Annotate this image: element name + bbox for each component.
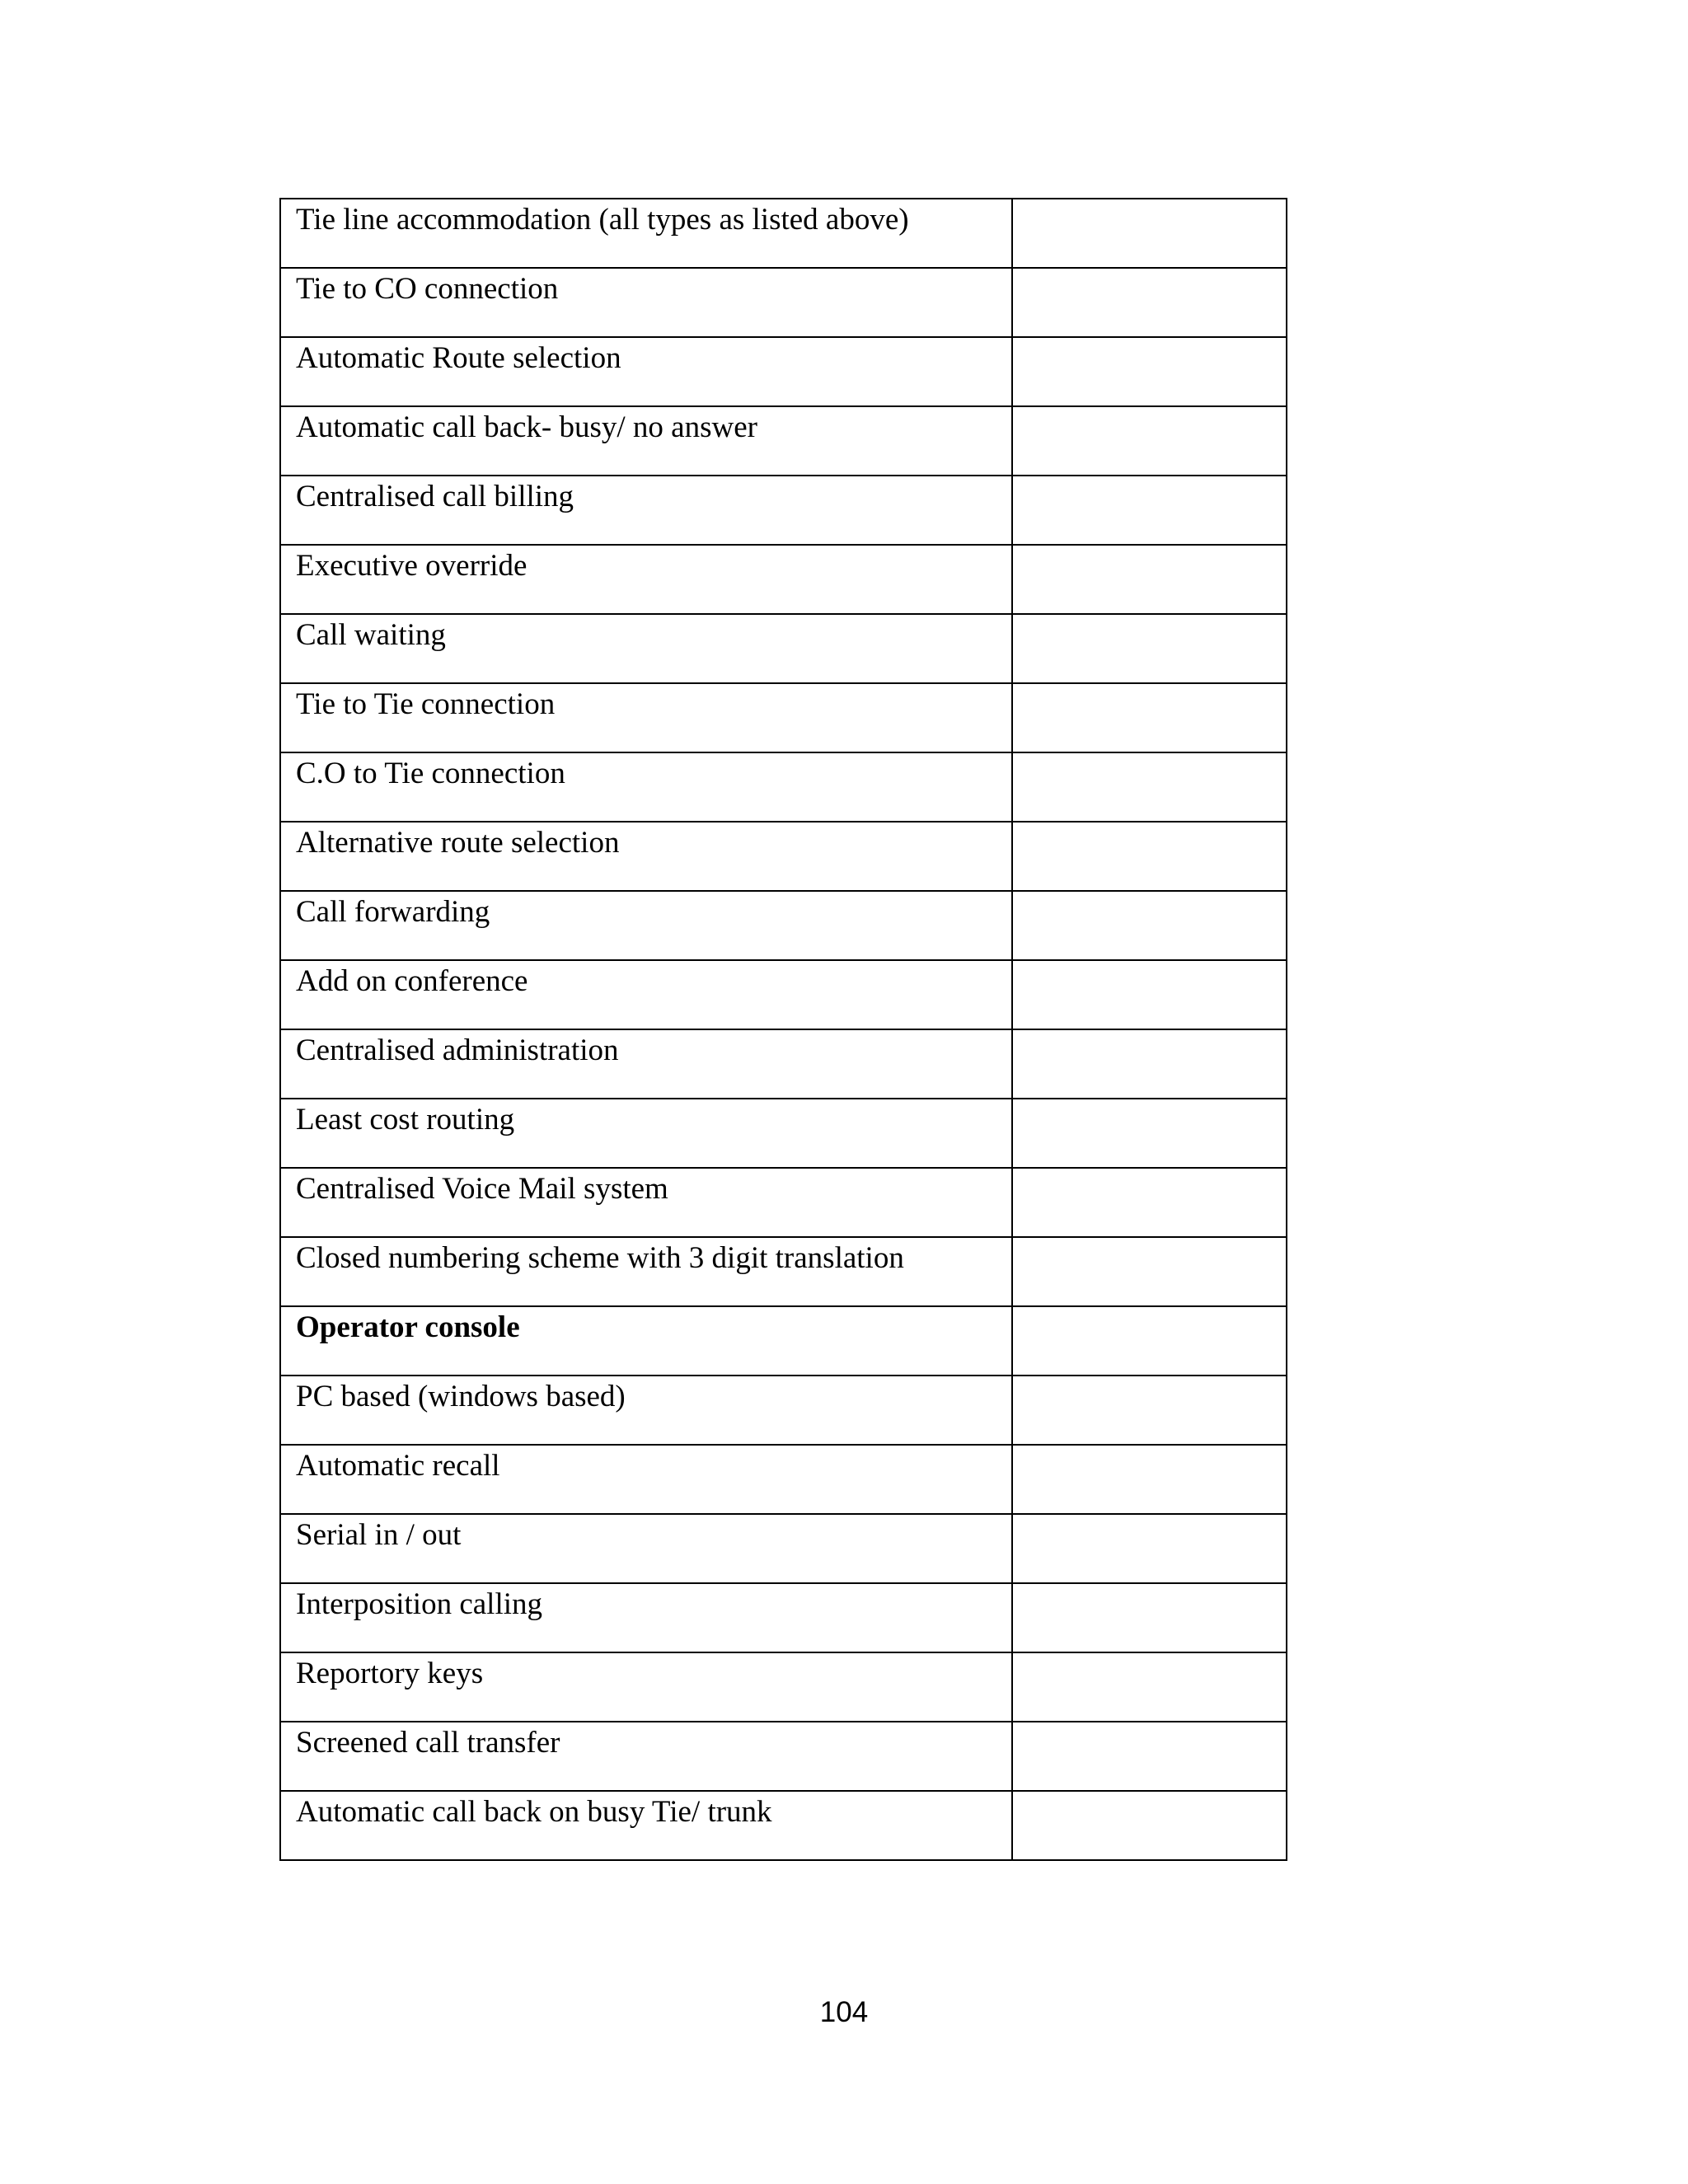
value-cell	[1012, 1099, 1287, 1168]
feature-cell: Tie to CO connection	[280, 268, 1012, 337]
value-cell	[1012, 1237, 1287, 1306]
value-cell	[1012, 822, 1287, 891]
value-cell	[1012, 960, 1287, 1029]
table-row	[280, 199, 1287, 268]
feature-cell: Centralised Voice Mail system	[280, 1168, 1012, 1237]
table-row	[280, 1652, 1287, 1722]
value-cell	[1012, 268, 1287, 337]
value-cell	[1012, 1168, 1287, 1237]
table-row	[280, 545, 1287, 614]
value-cell	[1012, 1306, 1287, 1376]
feature-cell: Centralised call billing	[280, 476, 1012, 545]
table-row	[280, 1237, 1287, 1306]
feature-cell: Centralised administration	[280, 1029, 1012, 1099]
value-cell	[1012, 614, 1287, 683]
feature-cell: Automatic Route selection	[280, 337, 1012, 406]
table-row	[280, 960, 1287, 1029]
table-row	[280, 1445, 1287, 1514]
table-row	[280, 1376, 1287, 1445]
feature-cell: Interposition calling	[280, 1583, 1012, 1652]
feature-cell: Reportory keys	[280, 1652, 1012, 1722]
feature-cell: Automatic recall	[280, 1445, 1012, 1514]
feature-cell: Automatic call back on busy Tie/ trunk	[280, 1791, 1012, 1860]
feature-cell: Call waiting	[280, 614, 1012, 683]
table-row	[280, 1029, 1287, 1099]
value-cell	[1012, 1583, 1287, 1652]
value-cell	[1012, 683, 1287, 752]
table-row	[280, 752, 1287, 822]
table-row	[280, 683, 1287, 752]
value-cell	[1012, 1722, 1287, 1791]
table-row	[280, 891, 1287, 960]
value-cell	[1012, 337, 1287, 406]
table-row	[280, 1306, 1287, 1376]
feature-cell: Alternative route selection	[280, 822, 1012, 891]
feature-cell: Automatic call back- busy/ no answer	[280, 406, 1012, 476]
table-row	[280, 337, 1287, 406]
value-cell	[1012, 1029, 1287, 1099]
table-row	[280, 406, 1287, 476]
table-row	[280, 1722, 1287, 1791]
feature-cell: PC based (windows based)	[280, 1376, 1012, 1445]
table-row	[280, 268, 1287, 337]
feature-table-body	[280, 199, 1287, 1860]
table-row	[280, 1168, 1287, 1237]
feature-cell: Tie line accommodation (all types as listed above)	[280, 199, 1012, 268]
feature-cell: Executive override	[280, 545, 1012, 614]
value-cell	[1012, 891, 1287, 960]
value-cell	[1012, 1791, 1287, 1860]
value-cell	[1012, 1445, 1287, 1514]
feature-cell: Screened call transfer	[280, 1722, 1012, 1791]
table-row	[280, 822, 1287, 891]
value-cell	[1012, 476, 1287, 545]
table-row	[280, 1514, 1287, 1583]
feature-table	[279, 198, 1287, 1861]
feature-cell: Serial in / out	[280, 1514, 1012, 1583]
value-cell	[1012, 199, 1287, 268]
value-cell	[1012, 545, 1287, 614]
feature-cell: Closed numbering scheme with 3 digit translation	[280, 1237, 1012, 1306]
value-cell	[1012, 1652, 1287, 1722]
feature-cell: Least cost routing	[280, 1099, 1012, 1168]
table-row	[280, 1583, 1287, 1652]
section-heading-cell: Operator console	[280, 1306, 1012, 1376]
feature-cell: Call forwarding	[280, 891, 1012, 960]
table-row	[280, 1099, 1287, 1168]
table-row	[280, 476, 1287, 545]
value-cell	[1012, 752, 1287, 822]
value-cell	[1012, 406, 1287, 476]
value-cell	[1012, 1514, 1287, 1583]
table-row	[280, 614, 1287, 683]
feature-cell: C.O to Tie connection	[280, 752, 1012, 822]
page-number: 104	[819, 1996, 869, 2028]
value-cell	[1012, 1376, 1287, 1445]
feature-cell: Add on conference	[280, 960, 1012, 1029]
feature-cell: Tie to Tie connection	[280, 683, 1012, 752]
table-row	[280, 1791, 1287, 1860]
